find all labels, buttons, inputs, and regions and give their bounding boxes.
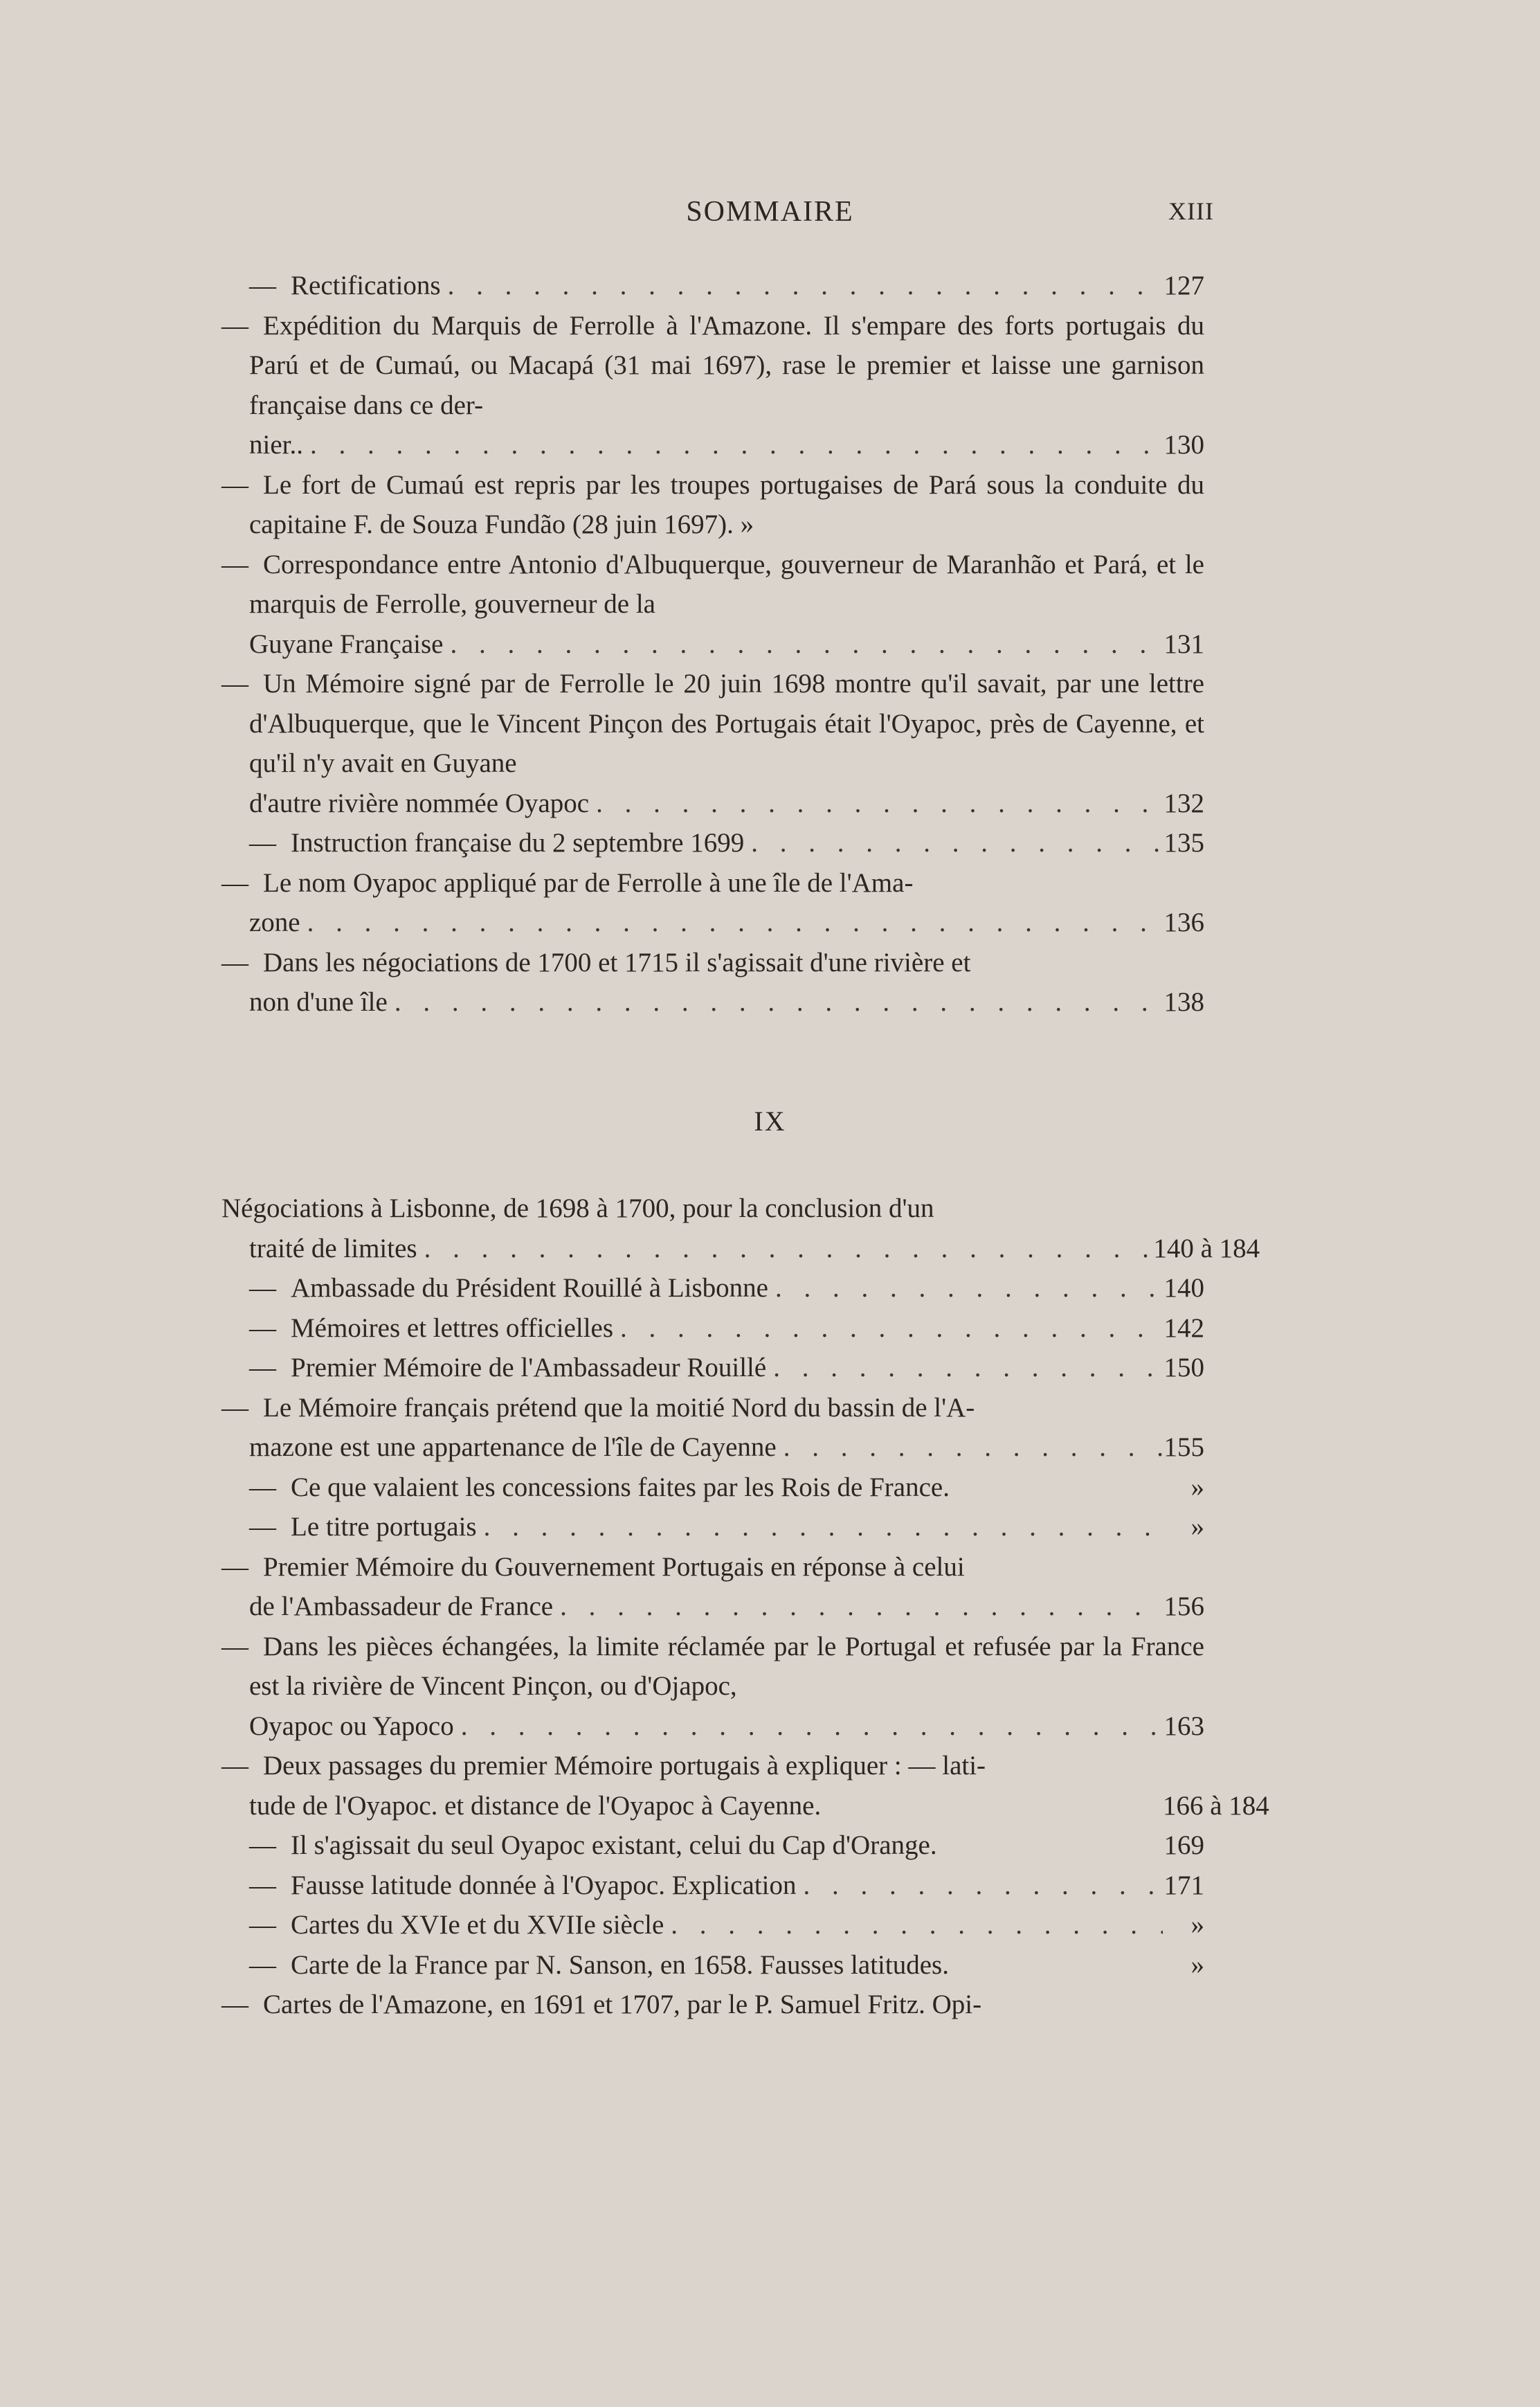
em-dash: — [221, 947, 248, 977]
running-title: SOMMAIRE [686, 196, 854, 228]
entry-leader-line [249, 784, 1204, 824]
dot-leader [664, 1905, 1163, 1945]
entry-leader-line [249, 266, 1204, 306]
entry-label: — Le titre portugais [249, 1507, 477, 1547]
entry-leader-line [249, 903, 1204, 943]
entry-text: — Le nom Oyapoc appliqué par de Ferrolle à une île de l'Ama- [249, 863, 1204, 903]
entry-leader-line [249, 1348, 1204, 1388]
contents-entry [221, 1627, 1204, 1747]
entry-page-ref: 132 [1163, 788, 1204, 818]
dot-leader [744, 823, 1163, 863]
em-dash: — [249, 1313, 276, 1343]
entry-text: — Un Mémoire signé par de Ferrolle le 20 juin 1698 montre qu'il savait, par une lettre d'Albuquerque, que le Vincent Pinçon des Portugais était l'Oyapoc, près de Cayenne, et qu'il n'y avait en Guyane [249, 664, 1204, 784]
em-dash: — [249, 1949, 276, 1980]
contents-block-1 [221, 266, 1204, 1022]
entry-text: — Cartes de l'Amazone, en 1691 et 1707, par le P. Samuel Fritz. Opi- [249, 1985, 1204, 2025]
em-dash: — [249, 1512, 276, 1542]
entry-text: — Dans les pièces échangées, la limite réclamée par le Portugal et refusée par la France est la rivière de Vincent Pinçon, ou d'Ojapoc, [249, 1627, 1204, 1706]
contents-entry [221, 823, 1204, 863]
entry-page-ref: 127 [1163, 271, 1204, 300]
contents-block-2 [221, 1189, 1269, 2025]
entry-page-ref: » [1190, 1512, 1204, 1542]
entry-leader-line [249, 1268, 1204, 1308]
contents-entry [221, 1547, 1204, 1627]
dot-leader [553, 1587, 1163, 1627]
entry-label: zone [249, 908, 300, 937]
em-dash: — [221, 1751, 248, 1781]
dot-leader [303, 425, 1163, 465]
running-head [0, 195, 1540, 237]
em-dash: — [221, 549, 248, 579]
entry-page-ref: 135 [1163, 828, 1204, 858]
entry-leader-line [249, 425, 1204, 465]
dot-leader [768, 1268, 1163, 1308]
entry-label: — Il s'agissait du seul Oyapoc existant, celui du Cap d'Orange. [249, 1825, 937, 1866]
entry-leader-line [249, 823, 1204, 863]
contents-entry [221, 465, 1204, 545]
entry-label: Oyapoc ou Yapoco [249, 1711, 454, 1741]
em-dash: — [249, 1910, 276, 1940]
em-dash: — [249, 1472, 276, 1502]
entry-leader-line [249, 1507, 1204, 1547]
em-dash: — [249, 1870, 276, 1900]
contents-entry [221, 1468, 1204, 1508]
contents-entry [221, 1825, 1204, 1866]
contents-entry [221, 1905, 1204, 1945]
entry-label: — Premier Mémoire de l'Ambassadeur Rouillé [249, 1348, 766, 1388]
em-dash: — [249, 1273, 276, 1303]
em-dash: — [221, 1551, 248, 1582]
dot-leader [766, 1348, 1163, 1388]
entry-label: — Rectifications [249, 266, 441, 306]
entry-label: — Instruction française du 2 septembre 1699 [249, 823, 744, 863]
em-dash: — [221, 867, 248, 898]
dot-leader [477, 1507, 1163, 1547]
contents-entry [221, 863, 1204, 943]
entry-label: — Fausse latitude donnée à l'Oyapoc. Explication [249, 1866, 797, 1906]
em-dash: — [221, 469, 248, 500]
entry-page-ref: 136 [1163, 908, 1204, 937]
entry-label: tude de l'Oyapoc. et distance de l'Oyapoc à Cayenne. [249, 1790, 822, 1821]
contents-entry [221, 1746, 1269, 1825]
contents-entry [221, 1308, 1204, 1349]
contents-entry [221, 1945, 1204, 1985]
entry-page-ref: 131 [1163, 629, 1204, 659]
entry-leader-line [249, 1866, 1204, 1906]
em-dash: — [249, 271, 276, 300]
entry-text: — Le fort de Cumaú est repris par les troupes portugaises de Pará sous la conduite du capitaine F. de Souza Fundão (28 juin 1697). » [249, 465, 1204, 545]
em-dash: — [221, 1392, 248, 1423]
dot-leader [777, 1427, 1163, 1468]
contents-list-2 [221, 1268, 1269, 2025]
entry-page-ref: 138 [1163, 987, 1204, 1017]
entry-page-ref: 163 [1163, 1711, 1204, 1741]
intro-page-ref: 140 à 184 [1153, 1233, 1260, 1263]
entry-leader-line [249, 1825, 1204, 1866]
dot-leader [613, 1308, 1163, 1349]
entry-text: — Deux passages du premier Mémoire portugais à expliquer : — lati- [249, 1746, 1204, 1786]
dot-leader [797, 1866, 1163, 1906]
contents-entry [221, 545, 1204, 665]
entry-label: Guyane Française [249, 629, 444, 659]
intro-entry [221, 1189, 1260, 1268]
entry-leader-line [249, 624, 1204, 665]
entry-text: — Expédition du Marquis de Ferrolle à l'Amazone. Il s'empare des forts portugais du Parú et de Cumaú, ou Macapá (31 mai 1697), rase le premier et laisse une garnison française dans ce der- [249, 306, 1204, 426]
entry-label: de l'Ambassadeur de France [249, 1592, 554, 1621]
em-dash: — [249, 1353, 276, 1382]
entry-leader-line [249, 1427, 1204, 1468]
intro-leader-line [249, 1229, 1260, 1269]
entry-label: nier.. [249, 430, 303, 460]
entry-page-ref: » [1190, 1472, 1204, 1502]
dot-leader [454, 1706, 1163, 1747]
em-dash: — [221, 310, 248, 341]
dot-leader [443, 624, 1163, 665]
entry-leader-line [249, 1308, 1204, 1349]
contents-entry [221, 1507, 1204, 1547]
entry-label: — Cartes du XVIe et du XVIIe siècle [249, 1905, 664, 1945]
entry-page-ref: 140 [1163, 1273, 1204, 1303]
entry-leader-line [249, 1945, 1204, 1985]
entry-page-ref: 150 [1163, 1353, 1204, 1382]
contents-entry [221, 266, 1204, 306]
entry-label: mazone est une appartenance de l'île de Cayenne [249, 1432, 777, 1462]
entry-label: — Ce que valaient les concessions faites par les Rois de France. [249, 1468, 950, 1508]
section-heading: IX [754, 1106, 786, 1137]
dot-leader [300, 903, 1163, 943]
entry-page-ref: » [1190, 1949, 1204, 1980]
entry-text: — Le Mémoire français prétend que la moitié Nord du bassin de l'A- [249, 1388, 1204, 1428]
dot-leader [589, 784, 1163, 824]
entry-label: non d'une île [249, 987, 388, 1017]
contents-entry [221, 1388, 1204, 1468]
entry-page-ref: 169 [1163, 1830, 1204, 1860]
intro-text: Négociations à Lisbonne, de 1698 à 1700, pour la conclusion d'un [221, 1193, 934, 1223]
entry-page-ref: 156 [1163, 1592, 1204, 1621]
em-dash: — [221, 1990, 248, 2019]
dot-leader [441, 266, 1163, 306]
entry-page-ref: 142 [1163, 1313, 1204, 1343]
contents-entry [221, 1348, 1204, 1388]
contents-entry [221, 1985, 1204, 2025]
em-dash: — [249, 1830, 276, 1860]
contents-entry [221, 664, 1204, 823]
entry-label: — Ambassade du Président Rouillé à Lisbonne [249, 1268, 768, 1308]
entry-text: — Dans les négociations de 1700 et 1715 il s'agissait d'une rivière et [249, 943, 1204, 983]
contents-entry [221, 1268, 1204, 1308]
entry-text: — Correspondance entre Antonio d'Albuquerque, gouverneur de Maranhão et Pará, et le marquis de Ferrolle, gouverneur de la [249, 545, 1204, 624]
entry-page-ref: 155 [1163, 1432, 1204, 1462]
entry-leader-line [249, 1786, 1269, 1826]
contents-entry [221, 306, 1204, 465]
entry-label: — Mémoires et lettres officielles [249, 1308, 613, 1349]
entry-label: — Carte de la France par N. Sanson, en 1658. Fausses latitudes. [249, 1945, 949, 1985]
entry-label: d'autre rivière nommée Oyapoc [249, 788, 590, 818]
em-dash: — [221, 669, 248, 698]
entry-leader-line [249, 982, 1204, 1022]
intro-label: traité de limites [249, 1233, 417, 1263]
entry-page-ref: 166 à 184 [1163, 1790, 1269, 1821]
entry-page-ref: » [1190, 1910, 1204, 1940]
dot-leader [388, 982, 1163, 1022]
em-dash: — [249, 828, 276, 858]
entry-leader-line [249, 1905, 1204, 1945]
entry-text: — Premier Mémoire du Gouvernement Portugais en réponse à celui [249, 1547, 1204, 1587]
page-number: XIII [1168, 197, 1214, 225]
entry-leader-line [249, 1587, 1204, 1627]
dot-leader [417, 1229, 1154, 1269]
entry-leader-line [249, 1468, 1204, 1508]
entry-page-ref: 130 [1163, 430, 1204, 460]
em-dash: — [221, 1631, 248, 1661]
contents-entry [221, 943, 1204, 1022]
entry-leader-line [249, 1706, 1204, 1747]
entry-page-ref: 171 [1163, 1870, 1204, 1900]
contents-entry [221, 1866, 1204, 1906]
